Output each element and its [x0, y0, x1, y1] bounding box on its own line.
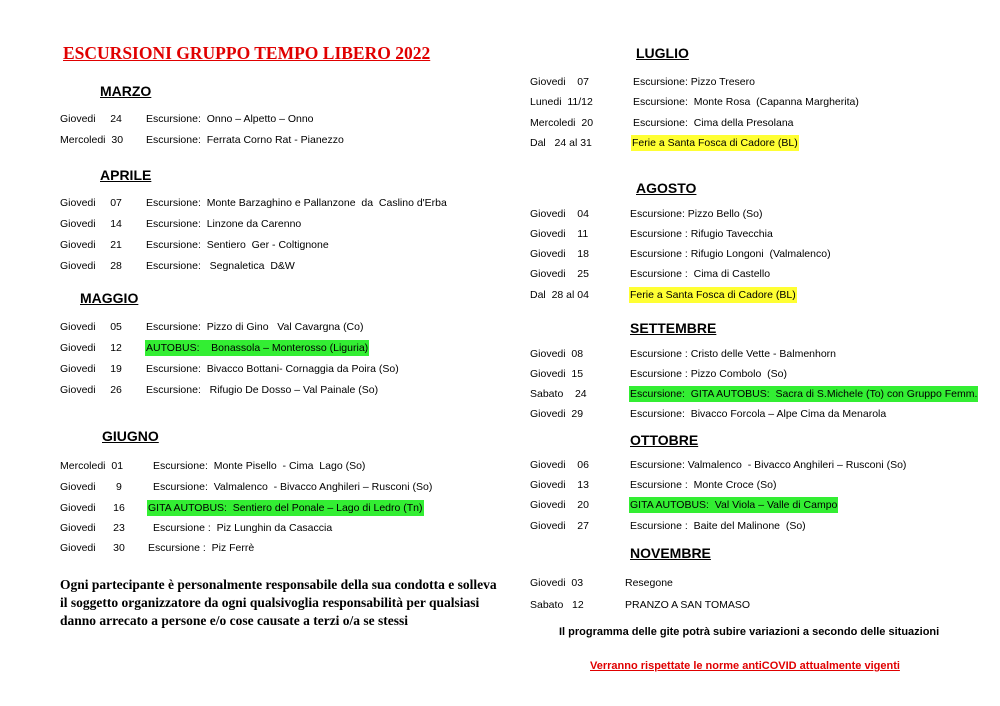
schedule-row [0, 226, 1000, 242]
row-date: Giovedi 19 [60, 363, 122, 375]
schedule-row [0, 457, 1000, 473]
covid-note: Verranno rispettate le norme antiCOVID attualmente vigenti [590, 660, 900, 672]
month-heading: GIUGNO [102, 428, 159, 444]
row-description: Escursione: Valmalenco - Bivacco Anghileri – Rusconi (So) [153, 481, 433, 493]
row-description: Escursione: Pizzo Bello (So) [630, 208, 763, 220]
schedule-row [0, 135, 1000, 151]
row-date: Giovedi 29 [530, 408, 584, 420]
row-date: Giovedi 12 [60, 342, 122, 354]
month-heading: OTTOBRE [630, 432, 699, 448]
schedule-row [0, 540, 1000, 556]
row-date: Giovedi 24 [60, 113, 122, 125]
row-date: Giovedi 26 [60, 384, 122, 396]
row-date: Giovedi 06 [530, 459, 589, 471]
row-date: Giovedi 08 [530, 348, 584, 360]
row-description: Escursione : Cristo delle Vette - Balmenhorn [630, 348, 837, 360]
row-date: Dal 24 al 31 [530, 137, 592, 149]
row-description: Escursione: Cima della Presolana [633, 117, 794, 129]
row-date: Giovedi 03 [530, 577, 584, 589]
row-date: Giovedi 14 [60, 218, 122, 230]
schedule-row [0, 74, 1000, 90]
row-date: Giovedi 18 [530, 248, 589, 260]
row-description: Escursione : Rifugio Longoni (Valmalenco) [630, 248, 831, 260]
schedule-row [0, 386, 1000, 402]
program-note: Il programma delle gite potrà subire variazioni a secondo delle situazioni [559, 626, 940, 638]
row-description: Escursione: Rifugio De Dosso – Val Painale (So) [146, 384, 379, 396]
row-date: Giovedi 11 [530, 228, 589, 240]
row-description: Escursione: Linzone da Carenno [146, 218, 302, 230]
row-date: Giovedi 9 [60, 481, 122, 493]
row-date: Giovedi 15 [530, 368, 584, 380]
row-date: Giovedi 23 [60, 522, 125, 534]
schedule-row [0, 406, 1000, 422]
row-description: Escursione: Bivacco Bottani- Cornaggia da Poira (So) [146, 363, 399, 375]
disclaimer-text: Ogni partecipante è personalmente responsabile della sua condotta e solleva il soggetto organizzatore da ogni qualsivoglia responsabilità per qualsiasi danno arrecato a persone e/o cose causate a terzi o/a se stessi [60, 577, 497, 628]
row-date: Giovedi 07 [60, 197, 122, 209]
row-date: Giovedi 16 [60, 502, 125, 514]
month-heading: SETTEMBRE [630, 320, 717, 336]
row-date: Giovedi 04 [530, 208, 589, 220]
page-title: ESCURSIONI GRUPPO TEMPO LIBERO 2022 [63, 43, 431, 63]
row-date: Giovedi 27 [530, 520, 589, 532]
row-description: Escursione : Cima di Castello [630, 268, 771, 280]
row-date: Sabato 24 [530, 388, 587, 400]
row-description-highlighted: GITA AUTOBUS: Sentiero del Ponale – Lago di Ledro (Tn) [148, 502, 423, 514]
row-description: PRANZO A SAN TOMASO [625, 599, 751, 611]
row-date: Giovedi 21 [60, 239, 122, 251]
schedule-row [0, 246, 1000, 262]
schedule-row [0, 319, 1000, 335]
row-description-highlighted: Ferie a Santa Fosca di Cadore (BL) [632, 137, 798, 149]
row-date: Giovedi 07 [530, 76, 589, 88]
row-date: Giovedi 05 [60, 321, 122, 333]
row-description: Escursione: Pizzo Tresero [633, 76, 755, 88]
row-description: Escursione : Rifugio Tavecchia [630, 228, 773, 240]
row-date: Mercoledi 20 [530, 117, 594, 129]
schedule-row [0, 94, 1000, 110]
schedule-row [0, 477, 1000, 493]
schedule-row [0, 497, 1000, 513]
month-heading: APRILE [100, 167, 152, 183]
row-description: Escursione: Monte Pisello - Cima Lago (So) [153, 460, 366, 472]
month-heading: LUGLIO [636, 45, 689, 61]
schedule-row [0, 287, 1000, 303]
row-date: Lunedi 11/12 [530, 96, 593, 108]
row-date: Giovedi 28 [60, 260, 122, 272]
schedule-row [0, 518, 1000, 534]
row-description-highlighted: Escursione: GITA AUTOBUS: Sacra di S.Michele (To) con Gruppo Femm. [630, 388, 978, 400]
row-description: Escursione: Sentiero Ger - Coltignone [146, 239, 329, 251]
row-description-highlighted: AUTOBUS: Bonassola – Monterosso (Liguria) [146, 342, 369, 354]
row-description: Escursione: Monte Barzaghino e Pallanzone da Caslino d'Erba [146, 197, 447, 209]
row-date: Giovedi 25 [530, 268, 589, 280]
row-description: Escursione : Monte Croce (So) [630, 479, 777, 491]
month-heading: MARZO [100, 83, 152, 99]
schedule-row [0, 266, 1000, 282]
row-description: Escursione : Piz Lunghin da Casaccia [153, 522, 333, 534]
month-heading: AGOSTO [636, 180, 697, 196]
row-description: Escursione : Pizzo Combolo (So) [630, 368, 787, 380]
schedule-row [0, 366, 1000, 382]
row-description: Escursione: Bivacco Forcola – Alpe Cima da Menarola [630, 408, 887, 420]
row-description-highlighted: GITA AUTOBUS: Val Viola – Valle di Campo [630, 499, 838, 511]
row-date: Sabato 12 [530, 599, 584, 611]
row-description: Escursione: Onno – Alpetto – Onno [146, 113, 314, 125]
schedule-row [0, 115, 1000, 131]
row-description: Resegone [625, 577, 673, 589]
row-description: Escursione : Baite del Malinone (So) [630, 520, 806, 532]
row-description: Escursione: Valmalenco - Bivacco Anghileri – Rusconi (So) [630, 459, 907, 471]
month-heading: MAGGIO [80, 290, 139, 306]
row-date: Giovedi 30 [60, 542, 125, 554]
schedule-row [0, 206, 1000, 222]
row-description: Escursione: Segnaletica D&W [146, 260, 295, 272]
row-date: Giovedi 20 [530, 499, 589, 511]
row-description: Escursione: Ferrata Corno Rat - Pianezzo [146, 134, 344, 146]
row-description-highlighted: Ferie a Santa Fosca di Cadore (BL) [630, 289, 796, 301]
row-description: Escursione: Pizzo di Gino Val Cavargna (Co) [146, 321, 364, 333]
schedule-row [0, 346, 1000, 362]
row-description: Escursione: Monte Rosa (Capanna Margherita) [633, 96, 859, 108]
row-description: Escursione : Piz Ferrè [148, 542, 255, 554]
row-date: Mercoledi 01 [60, 460, 124, 472]
row-date: Dal 28 al 04 [530, 289, 589, 301]
month-heading: NOVEMBRE [630, 545, 711, 561]
row-date: Giovedi 13 [530, 479, 589, 491]
row-date: Mercoledi 30 [60, 134, 124, 146]
